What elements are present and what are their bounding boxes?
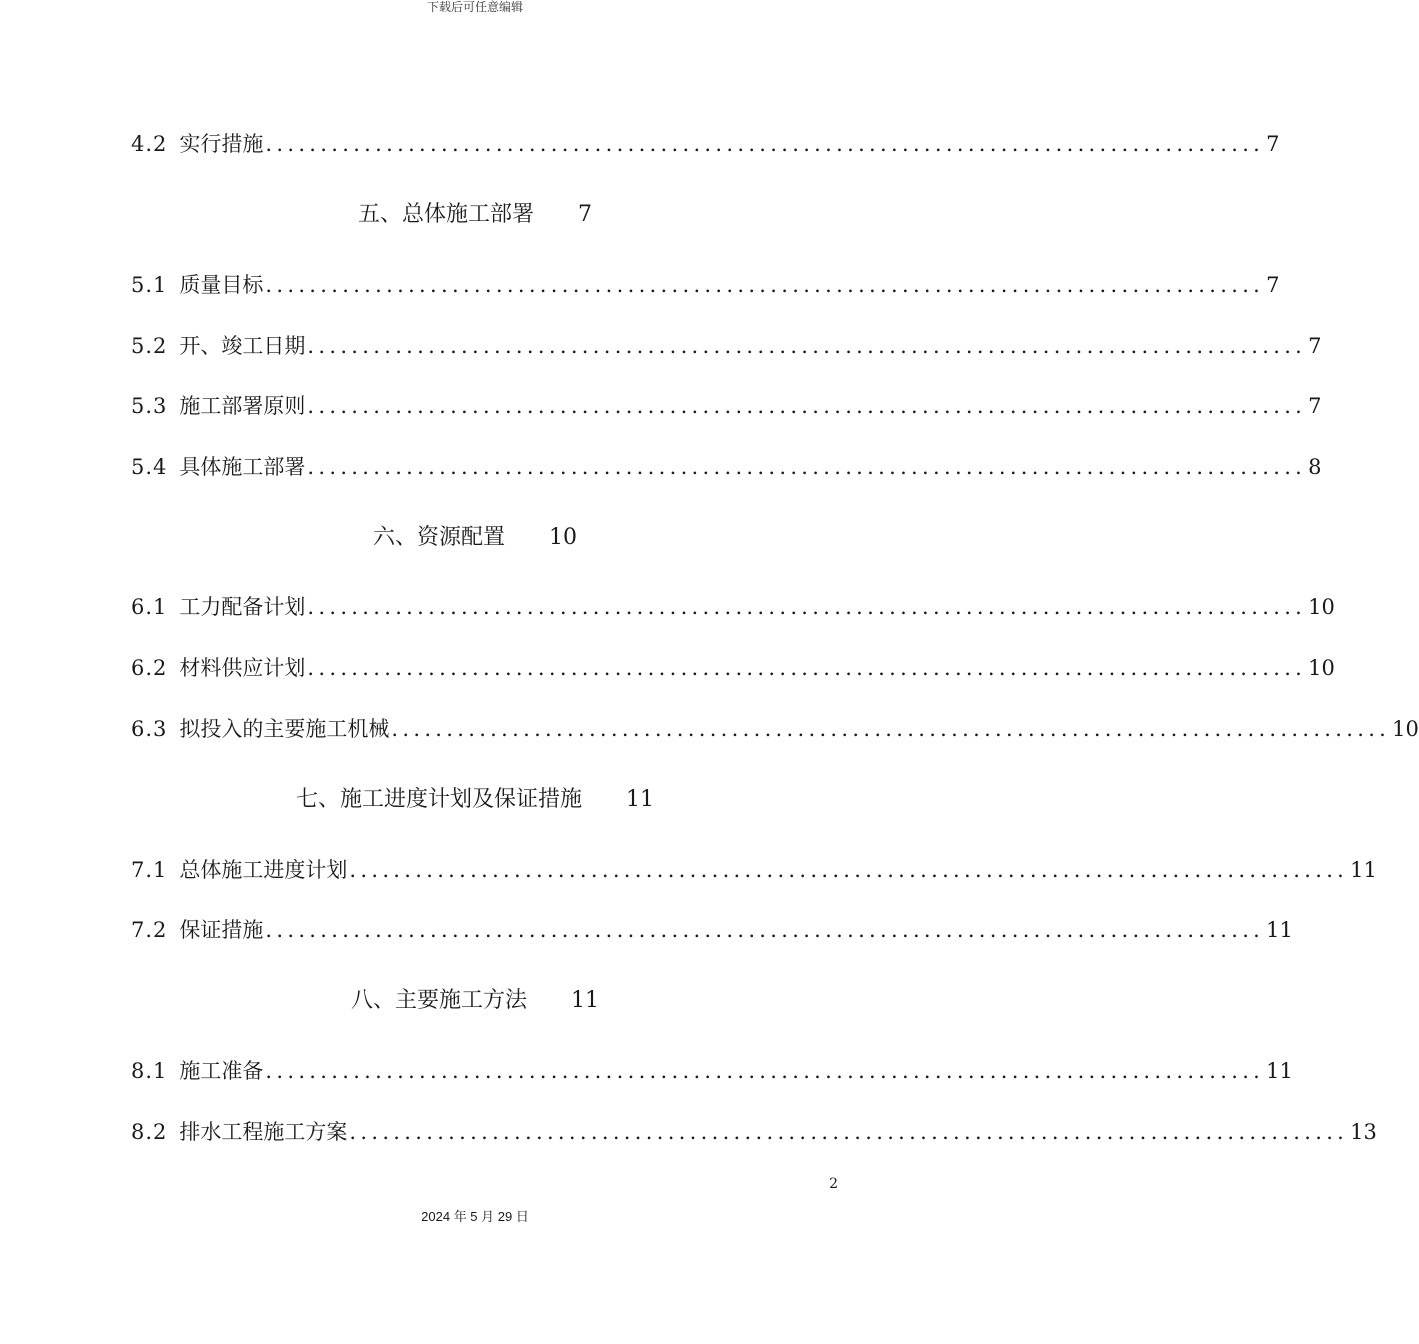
toc-entry-page: 11 bbox=[1266, 1059, 1293, 1083]
toc-entry-number: 7.2 bbox=[131, 918, 168, 942]
toc-entry-page: 11 bbox=[1266, 918, 1293, 942]
toc-leader-dots: ........................................................................................... bbox=[349, 1120, 1349, 1144]
toc-section-title: 六、资源配置 bbox=[372, 525, 505, 550]
toc-entry-page: 7 bbox=[1308, 334, 1322, 358]
toc-entry-number: 6.3 bbox=[131, 717, 168, 741]
toc-entry-page: 10 bbox=[1308, 656, 1335, 680]
toc-entry-title: 总体施工进度计划 bbox=[179, 858, 348, 882]
toc-section-page: 11 bbox=[626, 787, 654, 812]
toc-entry-page: 10 bbox=[1308, 595, 1335, 619]
toc-section-seven bbox=[0, 785, 950, 815]
toc-entry-title: 拟投入的主要施工机械 bbox=[179, 717, 390, 741]
toc-entry-number: 4.2 bbox=[131, 132, 168, 156]
toc-entry-number: 7.1 bbox=[131, 858, 168, 882]
toc-entry-title: 质量目标 bbox=[179, 273, 264, 297]
toc-entry-7-2 bbox=[131, 916, 1293, 944]
toc-entry-title: 排水工程施工方案 bbox=[179, 1120, 348, 1144]
toc-entry-page: 10 bbox=[1392, 717, 1419, 741]
toc-leader-dots: ........................................................................................... bbox=[391, 717, 1391, 741]
toc-entry-title: 施工准备 bbox=[179, 1059, 264, 1083]
toc-entry-page: 13 bbox=[1350, 1120, 1377, 1144]
toc-section-five bbox=[0, 200, 950, 230]
toc-entry-title: 开、竣工日期 bbox=[179, 334, 306, 358]
toc-leader-dots: ........................................................................................... bbox=[349, 858, 1349, 882]
toc-section-eight bbox=[0, 986, 950, 1016]
toc-entry-page: 11 bbox=[1350, 858, 1377, 882]
toc-entry-5-2 bbox=[131, 332, 1322, 360]
toc-entry-4-2 bbox=[131, 130, 1280, 158]
toc-entry-title: 施工部署原则 bbox=[179, 394, 306, 418]
toc-section-six bbox=[0, 523, 950, 553]
toc-section-page: 7 bbox=[578, 202, 592, 227]
toc-entry-6-1 bbox=[131, 593, 1335, 621]
toc-entry-title: 实行措施 bbox=[179, 132, 264, 156]
toc-leader-dots: ........................................................................................... bbox=[307, 595, 1307, 619]
toc-entry-title: 工力配备计划 bbox=[179, 595, 306, 619]
toc-entry-page: 8 bbox=[1308, 455, 1322, 479]
footer-date: 2024 年 5 月 29 日 bbox=[421, 1209, 529, 1224]
toc-entry-8-1 bbox=[131, 1057, 1293, 1085]
toc-entry-5-1 bbox=[131, 271, 1280, 299]
toc-leader-dots: ........................................................................................... bbox=[265, 132, 1265, 156]
toc-entry-number: 6.2 bbox=[131, 656, 168, 680]
toc-entry-number: 8.2 bbox=[131, 1120, 168, 1144]
toc-leader-dots: ........................................................................................... bbox=[265, 1059, 1265, 1083]
toc-entry-7-1 bbox=[131, 856, 1377, 884]
toc-entry-number: 8.1 bbox=[131, 1059, 168, 1083]
toc-leader-dots: ........................................................................................... bbox=[265, 273, 1265, 297]
toc-entry-number: 5.4 bbox=[131, 455, 168, 479]
toc-entry-number: 5.1 bbox=[131, 273, 168, 297]
toc-section-title: 八、主要施工方法 bbox=[350, 988, 527, 1013]
header-note: 下载后可任意编辑 bbox=[426, 0, 523, 14]
toc-entry-number: 6.1 bbox=[131, 595, 168, 619]
toc-leader-dots: ........................................................................................... bbox=[307, 334, 1307, 358]
toc-section-title: 五、总体施工部署 bbox=[357, 202, 534, 227]
toc-entry-page: 7 bbox=[1308, 394, 1322, 418]
toc-leader-dots: ........................................................................................... bbox=[307, 656, 1307, 680]
toc-entry-5-4 bbox=[131, 453, 1322, 481]
toc-leader-dots: ........................................................................................... bbox=[307, 455, 1307, 479]
toc-entry-number: 5.3 bbox=[131, 394, 168, 418]
toc-entry-title: 材料供应计划 bbox=[179, 656, 306, 680]
toc-leader-dots: ........................................................................................... bbox=[307, 394, 1307, 418]
toc-leader-dots: ........................................................................................... bbox=[265, 918, 1265, 942]
toc-entry-6-3 bbox=[131, 715, 1419, 743]
toc-entry-page: 7 bbox=[1266, 132, 1280, 156]
toc-entry-number: 5.2 bbox=[131, 334, 168, 358]
toc-entry-8-2 bbox=[131, 1118, 1377, 1146]
toc-section-page: 10 bbox=[549, 525, 577, 550]
toc-entry-6-2 bbox=[131, 654, 1335, 682]
toc-entry-5-3 bbox=[131, 392, 1322, 420]
toc-section-title: 七、施工进度计划及保证措施 bbox=[295, 787, 582, 812]
toc-entry-title: 保证措施 bbox=[179, 918, 264, 942]
toc-section-page: 11 bbox=[571, 988, 599, 1013]
page-number: 2 bbox=[829, 1176, 838, 1192]
toc-entry-title: 具体施工部署 bbox=[179, 455, 306, 479]
toc-entry-page: 7 bbox=[1266, 273, 1280, 297]
